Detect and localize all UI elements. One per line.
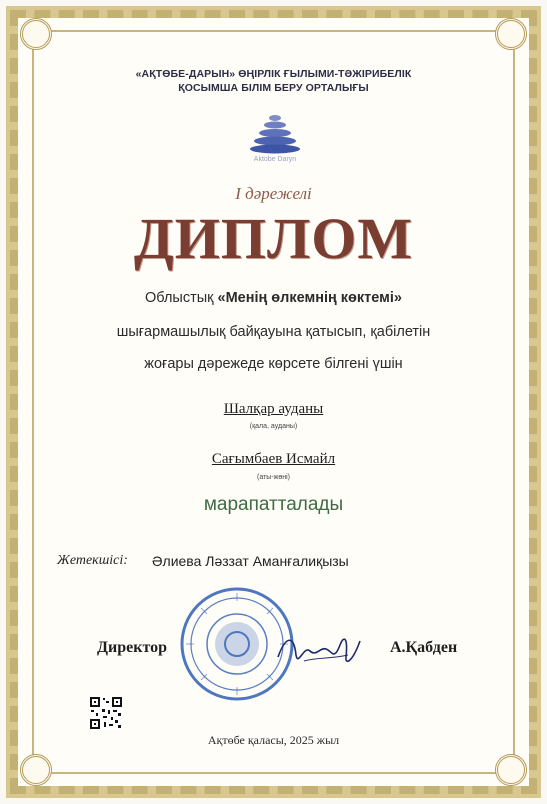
body-line-1 [0,290,547,306]
diploma-degree: I дәрежелі [235,184,312,203]
recipient-district [0,401,547,418]
logo-text: Aktobe Daryn [253,156,297,163]
corner-ornament [20,18,52,50]
corner-ornament [20,754,52,786]
name-caption: (аты-жөні) [257,474,290,481]
director-label: Директор [97,639,167,656]
leader-label: Жетекшісі: [57,553,128,568]
qr-code-icon[interactable] [89,696,123,730]
awarded-text: марапатталады [203,494,344,515]
contest-name: «Менің өлкемнің көктемі» [217,290,402,306]
body-line-3: жоғары дәрежеде көрсете білгені үшін [144,356,403,372]
corner-ornament [495,18,527,50]
name-value: Сағымбаев Исмайл [211,451,336,467]
organization-line-2: ҚОСЫМША БІЛІМ БЕРУ ОРТАЛЫҒЫ [178,82,369,94]
district-caption: (қала, ауданы) [249,423,298,430]
director-name: А.Қабден [390,639,458,656]
signature-icon [274,627,364,673]
recipient-name [0,451,547,468]
diploma-title: ДИПЛОМ [133,206,414,271]
corner-ornament [495,754,527,786]
district-value: Шалқар ауданы [223,401,324,417]
body-line-1-prefix: Облыстық [145,290,218,306]
leader-name: Әлиева Ләззат Аманғалиқызы [152,553,349,569]
organization-line-1: «АҚТӨБЕ-ДАРЫН» ӨҢІРЛІК ҒЫЛЫМИ-ТӘЖІРИБЕЛІК [135,68,412,80]
place-and-year: Ақтөбе қаласы, 2025 жыл [207,733,340,747]
body-line-2: шығармашылық байқауына қатысып, қабілетін [116,324,431,340]
